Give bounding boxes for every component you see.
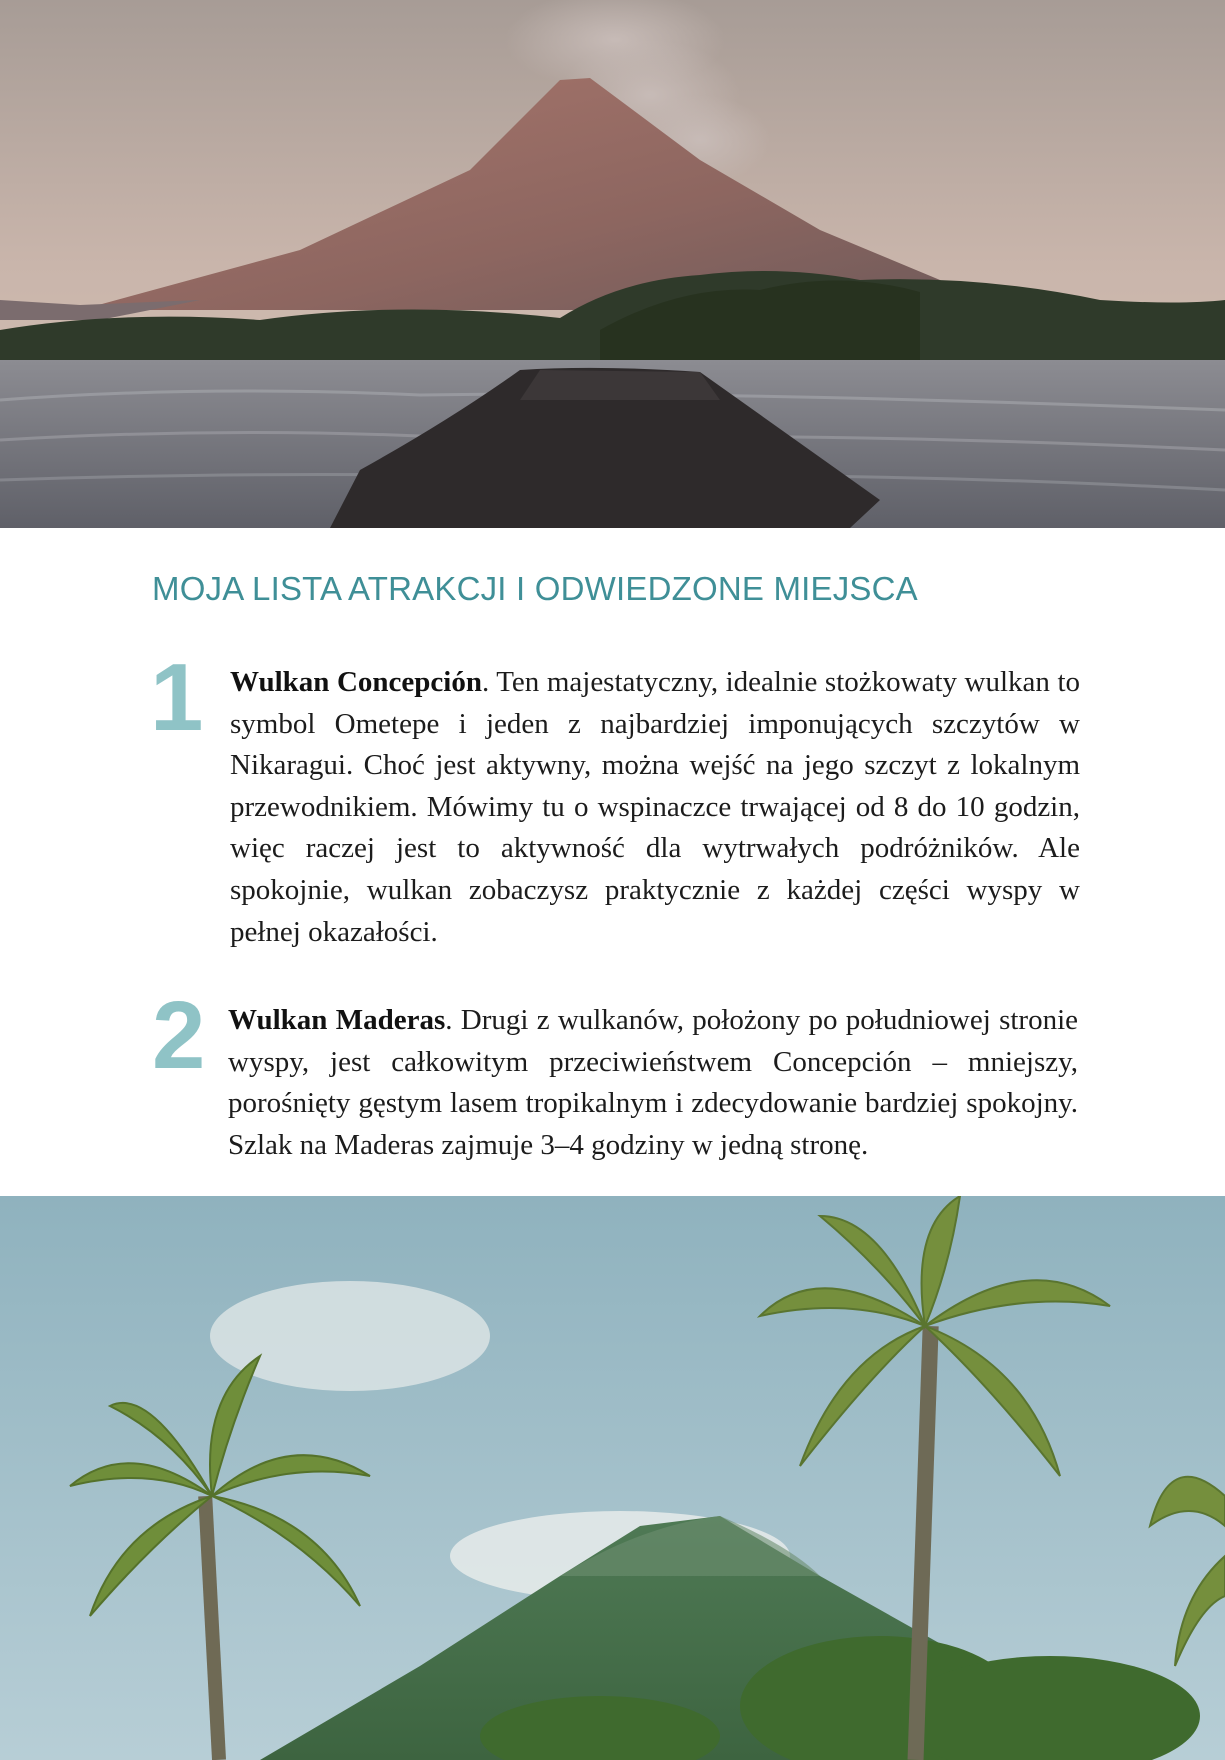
photo-volcano-maderas xyxy=(0,1196,1225,1760)
item-title: Wulkan Maderas xyxy=(228,1004,446,1036)
item-text xyxy=(228,1000,1078,1166)
item-number: 2 xyxy=(152,982,206,1089)
item-body: . Ten majestatyczny, idealnie stożkowaty wulkan to symbol Ometepe i jeden z najbardziej imponujących szczytów w Nikaragui. Choć jest aktywny, można wejść na jego szczyt z lokalnym przewodnikiem. Mówimy tu o wspinaczce trwającej od 8 do 10 godzin, więc raczej jest to aktywność dla wytrwałych podróżników. Ale spokojnie, wulkan zobaczysz praktycznie z każdej części wyspy w pełnej okazałości. xyxy=(230,666,1081,948)
item-text xyxy=(230,662,1080,953)
item-title: Wulkan Concepción xyxy=(230,666,482,698)
item-body: . Drugi z wulkanów, położony po południowej stronie wyspy, jest całkowitym przeciwieństwem Concepción – mniejszy, porośnięty gęstym lasem tropikalnym i zdecydowanie bardziej spokojny. Szlak na Maderas zajmuje 3–4 godziny w jedną stronę. xyxy=(228,1004,1078,1161)
photo-volcano-concepcion xyxy=(0,0,1225,528)
section-heading: MOJA LISTA ATRAKCJI I ODWIEDZONE MIEJSCA xyxy=(152,570,918,607)
item-number: 1 xyxy=(150,644,204,751)
